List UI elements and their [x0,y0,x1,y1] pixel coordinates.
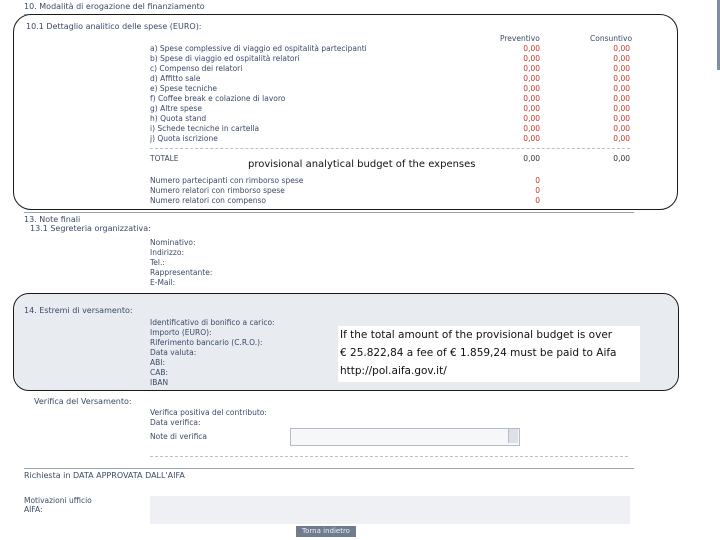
column-preventivo: Preventivo [500,34,540,43]
section-13-title: 13. Note finali [24,215,81,224]
verifica-notes-textarea[interactable] [290,428,520,446]
divider [24,468,634,469]
expense-label: g) Altre spese [150,104,202,113]
expense-row [150,114,630,123]
count-label: Numero relatori con compenso [150,196,266,205]
field-label: Data valuta: [150,348,197,357]
section-10-1-title: 10.1 Dettaglio analitico delle spese (EURO): [26,22,202,31]
count-label: Numero partecipanti con rimborso spese [150,176,304,185]
expense-row [150,104,630,113]
expense-row [150,94,630,103]
field-label: E-Mail: [150,278,176,287]
expense-consuntivo: 0,00 [613,74,630,83]
richiesta-title: Richiesta in DATA APPROVATA DALL'AIFA [24,471,185,480]
total-preventivo: 0,00 [523,154,540,163]
expense-preventivo: 0,00 [523,84,540,93]
field-label: Riferimento bancario (C.R.O.): [150,338,263,347]
expense-row [150,84,630,93]
expense-preventivo: 0,00 [523,54,540,63]
fee-callout-line2: € 25.822,84 a fee of € 1.859,24 must be paid to Aifa [340,347,617,359]
section-10-title: 10. Modalità di erogazione del finanziamento [24,2,205,11]
field-label: ABI: [150,358,166,367]
expense-preventivo: 0,00 [523,114,540,123]
expense-label: c) Compenso dei relatori [150,64,243,73]
field-label: Indirizzo: [150,248,184,257]
expense-row [150,124,630,133]
expense-label: f) Coffee break e colazione di lavoro [150,94,286,103]
expense-row [150,134,630,143]
field-label: Importo (EURO): [150,328,212,337]
motivazioni-label: Motivazioni ufficio AIFA: [24,496,92,514]
expense-row [150,64,630,73]
expense-consuntivo: 0,00 [613,124,630,133]
section-13-1-title: 13.1 Segreteria organizzativa: [30,224,151,233]
verifica-date-label: Data verifica: [150,418,201,427]
field-label: Tel.: [150,258,165,267]
expense-consuntivo: 0,00 [613,44,630,53]
divider [24,212,634,213]
expense-label: d) Affitto sale [150,74,201,83]
fee-callout-line1: If the total amount of the provisional budget is over [340,329,613,341]
expense-consuntivo: 0,00 [613,94,630,103]
verifica-positive-label: Verifica positiva del contributo: [150,408,267,417]
expense-label: i) Schede tecniche in cartella [150,124,260,133]
expense-row [150,54,630,63]
expense-consuntivo: 0,00 [613,54,630,63]
expense-preventivo: 0,00 [523,74,540,83]
textarea-scrollbar[interactable] [508,429,518,443]
field-label: CAB: [150,368,169,377]
back-button[interactable]: Torna indietro [296,526,356,537]
expense-consuntivo: 0,00 [613,114,630,123]
count-row [150,186,630,195]
expense-preventivo: 0,00 [523,64,540,73]
expense-preventivo: 0,00 [523,104,540,113]
fee-callout [338,326,640,382]
total-divider [150,148,630,149]
expense-preventivo: 0,00 [523,44,540,53]
total-consuntivo: 0,00 [613,154,630,163]
verifica-notes-label: Note di verifica [150,432,208,441]
expense-label: a) Spese complessive di viaggio ed ospitalità partecipanti [150,44,367,53]
column-consuntivo: Consuntivo [590,34,633,43]
expense-preventivo: 0,00 [523,134,540,143]
expense-row [150,44,630,53]
expense-consuntivo: 0,00 [613,84,630,93]
count-label: Numero relatori con rimborso spese [150,186,285,195]
expense-label: j) Quota iscrizione [150,134,218,143]
expense-consuntivo: 0,00 [613,104,630,113]
section-14-title: 14. Estremi di versamento: [24,306,133,315]
verifica-title: Verifica del Versamento: [34,397,132,406]
expense-preventivo: 0,00 [523,124,540,133]
count-value: 0 [535,186,540,195]
expense-row [150,74,630,83]
expense-preventivo: 0,00 [523,94,540,103]
expense-label: e) Spese tecniche [150,84,217,93]
expense-label: h) Quota stand [150,114,207,123]
expense-consuntivo: 0,00 [613,134,630,143]
total-label: TOTALE [150,154,179,163]
field-label: Nominativo: [150,238,196,247]
divider [150,456,628,457]
expense-label: b) Spese di viaggio ed ospitalità relatori [150,54,300,63]
motivazioni-field[interactable] [150,496,630,524]
count-value: 0 [535,176,540,185]
budget-callout: provisional analytical budget of the expenses [244,158,510,172]
field-label: Identificativo di bonifico a carico: [150,318,275,327]
field-label: Rappresentante: [150,268,213,277]
field-label: IBAN [150,378,169,387]
count-row [150,196,630,205]
count-row [150,176,630,185]
fee-callout-link[interactable]: http://pol.aifa.gov.it/ [340,365,447,377]
count-value: 0 [535,196,540,205]
expense-consuntivo: 0,00 [613,64,630,73]
